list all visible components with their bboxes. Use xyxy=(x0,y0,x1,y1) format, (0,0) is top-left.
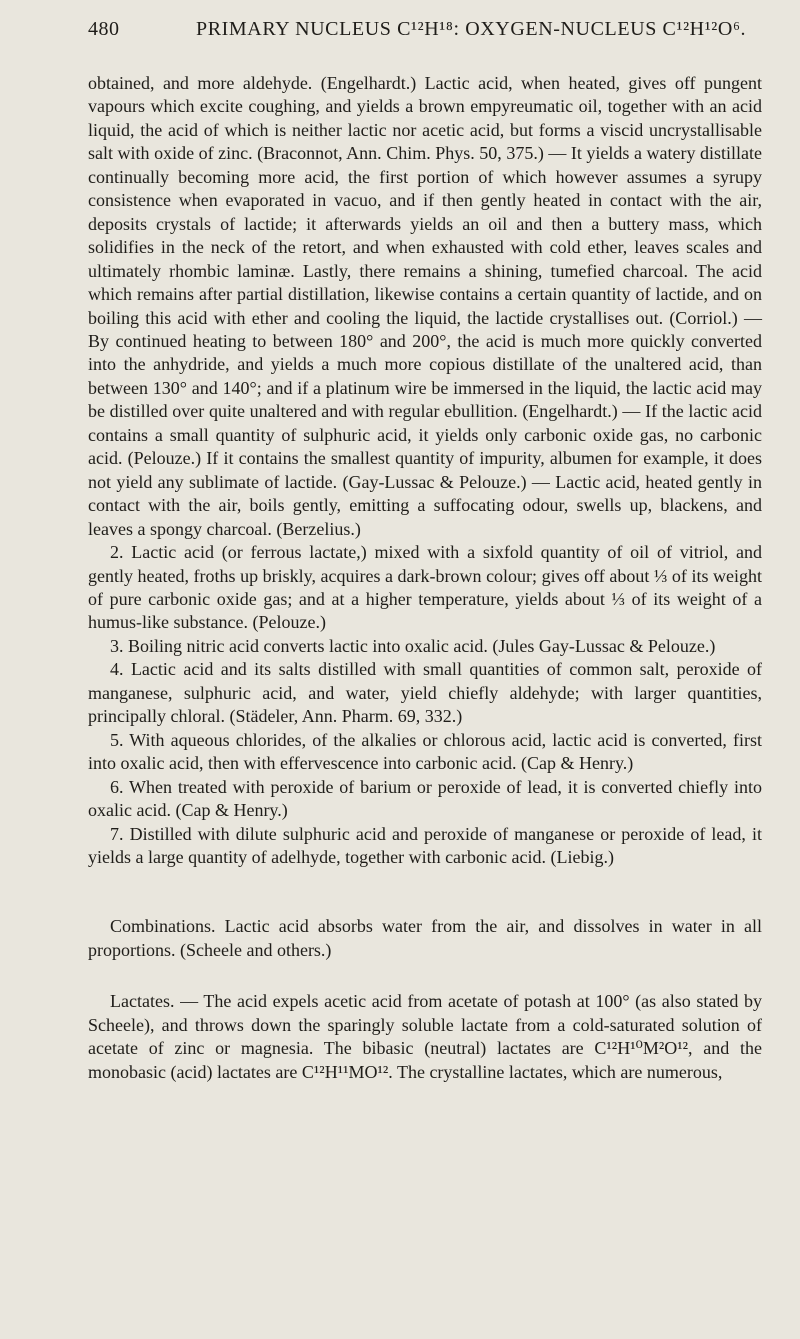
paragraph-item-2: 2. Lactic acid (or ferrous lactate,) mixed with a sixfold quantity of oil of vitriol, and gently heated, froths up briskly, acquires a dark-brown colour; gives off about ⅓ of its weight of pure carbonic oxide gas; and at a higher temperature, yields about ⅓ of its weight of a humus-like substance. (Pelouze.) xyxy=(88,542,762,633)
paragraph-item-3: 3. Boiling nitric acid converts lactic into oxalic acid. (Jules Gay-Lussac & Pelouze.) xyxy=(110,635,716,656)
page-header xyxy=(88,18,762,54)
running-head: PRIMARY NUCLEUS C¹²H¹⁸: OXYGEN-NUCLEUS C¹²H¹²O⁶. xyxy=(196,18,747,40)
paragraph-item-6: 6. When treated with peroxide of barium or peroxide of lead, it is converted chiefly into oxalic acid. (Cap & Henry.) xyxy=(88,776,762,821)
page-number: 480 xyxy=(88,18,120,40)
body-text xyxy=(88,72,762,1084)
paragraph-item-5: 5. With aqueous chlorides, of the alkalies or chlorous acid, lactic acid is converted, first into oxalic acid, then with effervescence into carbonic acid. (Cap & Henry.) xyxy=(88,729,762,774)
paragraph-item-4: 4. Lactic acid and its salts distilled with small quantities of common salt, peroxide of manganese, sulphuric acid, and water, yield chiefly aldehyde; with larger quantities, principally chloral. (Städeler, Ann. Pharm. 69, 332.) xyxy=(88,659,762,727)
paragraph-item-7: 7. Distilled with dilute sulphuric acid and peroxide of manganese or peroxide of lead, it yields a large quantity of adelhyde, together with carbonic acid. (Liebig.) xyxy=(88,823,762,867)
paragraph-lactates: Lactates. — The acid expels acetic acid from acetate of potash at 100° (as also stated by Scheele), and throws down the sparingly soluble lactate from a cold-saturated solution of acetate of zinc or magnesia. The bibasic (neutral) lactates are C¹²H¹⁰M²O¹², and the monobasic (acid) lactates are C¹²H¹¹MO¹². The crystalline lactates, which are numerous, xyxy=(88,991,762,1082)
paragraph-decomposition-heat: obtained, and more aldehyde. (Engelhardt.) Lactic acid, when heated, gives off pungent vapours which excite coughing, and yields a brown empyreumatic oil, together with an acid liquid, the acid of which is neither lactic nor acetic acid, but forms a viscid uncrystallisable salt with oxide of zinc. (Braconnot, Ann. Chim. Phys. 50, 375.) — It yields a watery distillate continually becoming more acid, the first portion of which however assumes a syrupy consistence when evaporated in vacuo, and if then gently heated in contact with the air, deposits crystals of lactide; it afterwards yields an oil and then a buttery mass, which solidifies in the neck of the retort, and when exhausted with cold ether, leaves scales and ultimately rhombic laminæ. Lastly, there remains a shining, tumefied charcoal. The acid which remains after partial distillation, likewise contains a certain quantity of lactide, and on boiling this acid with ether and cooling the liquid, the lactide crystallises out. (Corriol.) — By continued heating to between 180° and 200°, the acid is much more quickly converted into the anhydride, and yields a much more copious distillate of the unaltered acid, than between 130° and 140°; and if a platinum wire be immersed in the liquid, the lactic acid may be distilled over quite unaltered and with regular ebullition. (Engelhardt.) — If the lactic acid contains a small quantity of sulphuric acid, it yields only carbonic oxide gas, no carbonic acid. (Pelouze.) If it contains the smallest quantity of impurity, albumen for example, it does not yield any sublimate of lactide. (Gay-Lussac & Pelouze.) — Lactic acid, heated gently in contact with the air, boils gently, emitting a suffocating odour, swells up, blackens, and leaves a spongy charcoal. (Berzelius.) xyxy=(88,73,762,539)
paragraph-combinations: Combinations. Lactic acid absorbs water from the air, and dissolves in water in all proportions. (Scheele and others.) xyxy=(88,916,762,960)
